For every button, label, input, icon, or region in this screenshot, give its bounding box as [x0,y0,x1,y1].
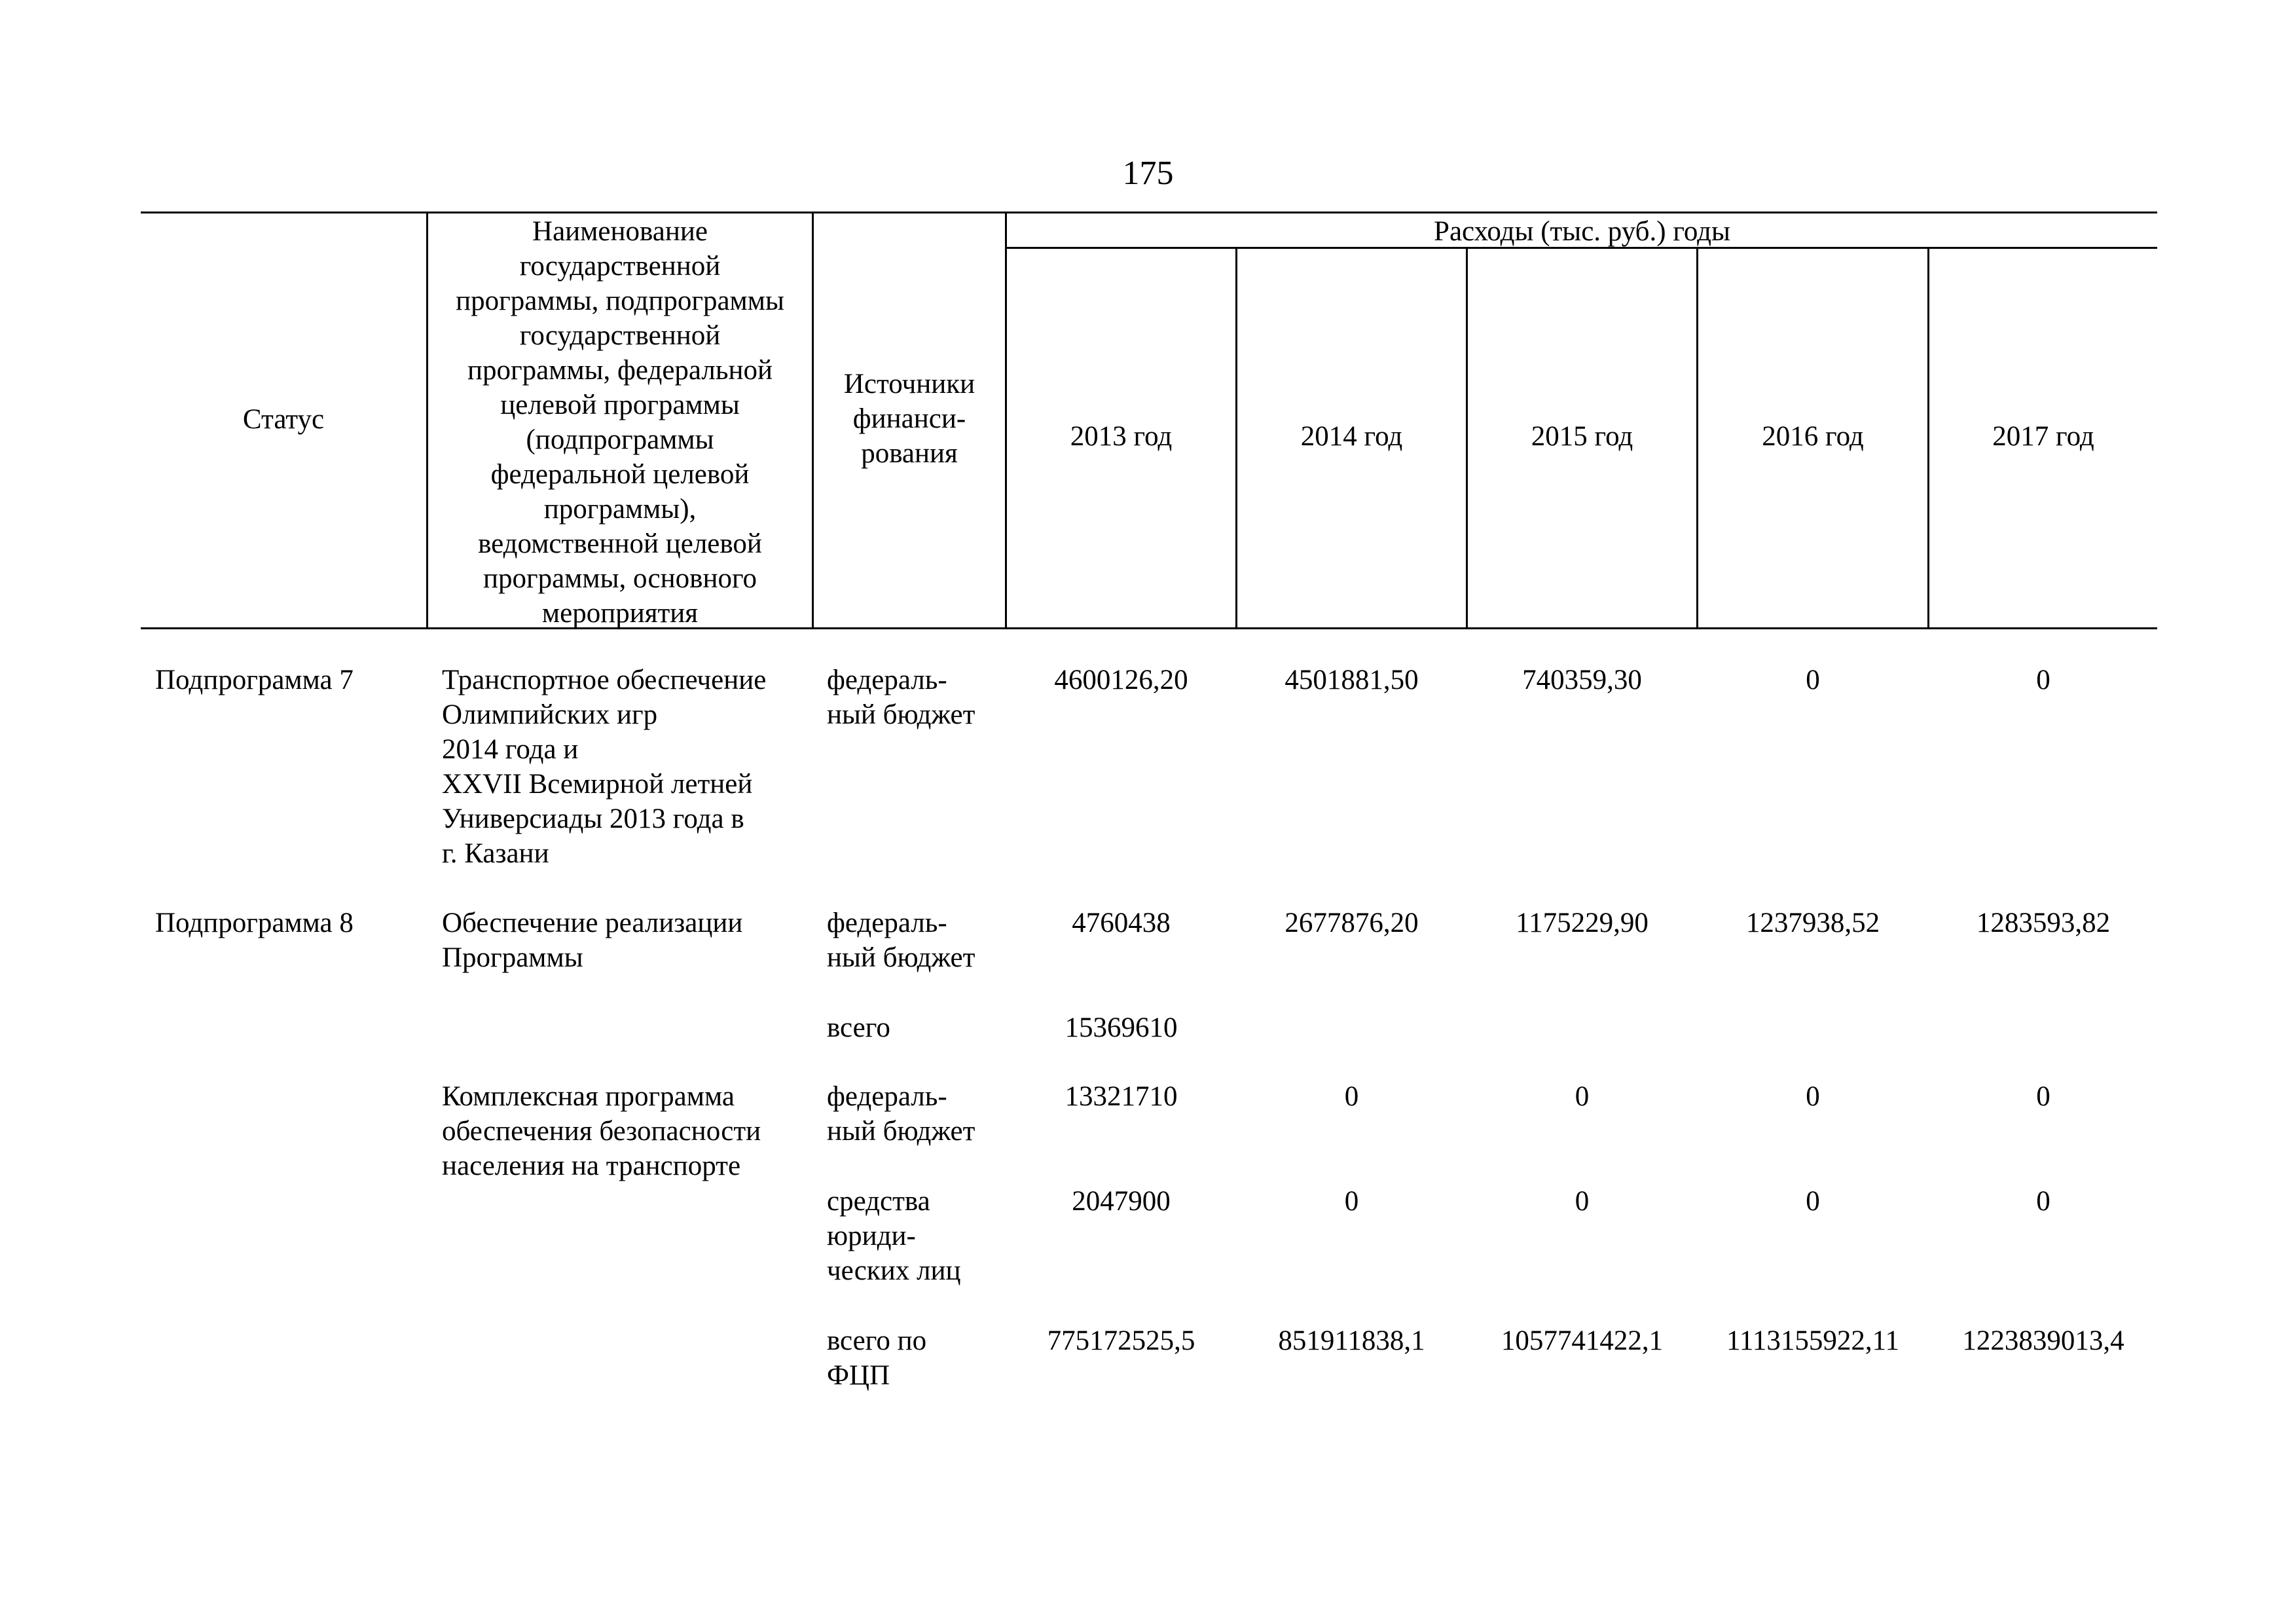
header-name-line: государственной [519,320,721,351]
row-name-line: Транспортное обеспечение [442,665,767,695]
header-name-line: целевой программы [500,390,740,420]
row-value-2015: 1057741422,1 [1501,1325,1664,1356]
row-value-2014: 2677876,20 [1285,908,1419,938]
header-expenses-title: Расходы (тыс. руб.) годы [1434,216,1730,247]
row-status: Подпрограмма 8 [155,908,354,938]
row-source-line: федераль- [827,1081,947,1112]
row-name-line: Универсиады 2013 года в [442,803,744,834]
row-source-line: ный бюджет [827,942,975,973]
row-name-line: населения на транспорте [442,1151,741,1181]
row-value-2014: 0 [1344,1081,1359,1112]
row-value-2017: 0 [2036,1186,2050,1217]
row-value-2016: 0 [1806,1186,1820,1217]
row-name-line: обеспечения безопасности [442,1116,761,1147]
header-name-line: мероприятия [541,598,699,629]
row-name-line: XXVII Всемирной летней [442,769,753,800]
row-value-2014: 0 [1344,1186,1359,1217]
row-source-line: ный бюджет [827,1116,975,1147]
row-value-2015: 740359,30 [1522,665,1642,695]
row-value-2015: 1175229,90 [1516,908,1649,938]
header-year-2017: 2017 год [1992,421,2094,452]
header-name-line: государственной [519,251,721,282]
row-value-2014: 4501881,50 [1285,665,1419,695]
header-name-line: программы, подпрограммы [456,286,784,316]
header-name-line: программы, основного [483,563,757,594]
row-value-2015: 0 [1575,1081,1590,1112]
row-source-line: юриди- [827,1221,916,1251]
row-value-2017: 1283593,82 [1976,908,2111,938]
row-value-2014: 851911838,1 [1278,1325,1425,1356]
row-value-2017: 0 [2036,665,2050,695]
header-source-line: рования [861,438,958,469]
header-year-2014: 2014 год [1300,421,1403,452]
header-name-line: Наименование [532,216,708,247]
row-value-2013: 4760438 [1072,908,1171,938]
page-number: 175 [1122,155,1174,192]
table-top-rule [141,212,2157,213]
row-value-2016: 1237938,52 [1745,908,1880,938]
row-value-2013: 15369610 [1065,1012,1178,1043]
header-name-line: программы), [543,494,697,525]
row-name-line: г. Казани [442,838,549,869]
header-name-line: (подпрограммы [526,424,714,455]
header-source-line: Источники [843,369,975,399]
row-value-2013: 2047900 [1072,1186,1171,1217]
row-source-line: федераль- [827,665,947,695]
row-value-2016: 0 [1806,1081,1820,1112]
header-status: Статус [242,404,325,435]
row-name-line: 2014 года и [442,734,579,765]
row-value-2017: 0 [2036,1081,2050,1112]
row-value-2013: 13321710 [1065,1081,1178,1112]
header-year-2016: 2016 год [1762,421,1864,452]
header-name-line: федеральной целевой [490,459,750,490]
row-source-line: средства [827,1186,930,1217]
row-name-line: Обеспечение реализации [442,908,743,938]
row-status: Подпрограмма 7 [155,665,354,695]
row-value-2017: 1223839013,4 [1962,1325,2124,1356]
row-name-line: Программы [442,942,583,973]
header-year-2015: 2015 год [1531,421,1633,452]
header-name-line: ведомственной целевой [478,528,762,559]
row-value-2016: 0 [1806,665,1820,695]
header-source-line: финанси- [852,403,966,434]
row-value-2013: 775172525,5 [1047,1325,1195,1356]
row-source-line: ческих лиц [827,1255,961,1286]
header-year-2013: 2013 год [1070,421,1173,452]
row-source-line: федераль- [827,908,947,938]
row-value-2015: 0 [1575,1186,1590,1217]
row-name-line: Комплексная программа [442,1081,735,1112]
row-value-2016: 1113155922,11 [1726,1325,1899,1356]
row-source-line: всего по [827,1325,927,1356]
header-name-line: программы, федеральной [467,355,773,386]
row-value-2013: 4600126,20 [1054,665,1188,695]
row-name-line: Олимпийских игр [442,699,658,730]
row-source-line: ный бюджет [827,699,975,730]
row-source-line: всего [827,1012,890,1043]
row-source-line: ФЦП [827,1360,890,1391]
